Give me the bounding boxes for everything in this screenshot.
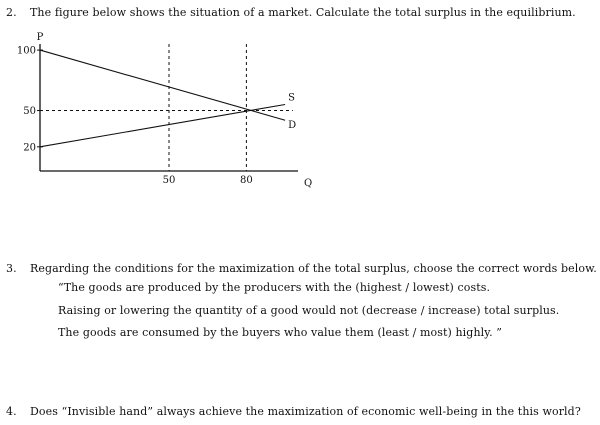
series-label-d: D <box>288 120 297 132</box>
question-text: Regarding the conditions for the maximization of the total surplus, choose the correct words below. <box>30 262 597 275</box>
x-axis-label: Q <box>304 178 313 188</box>
supply-demand-chart <box>0 28 340 188</box>
question-text: The figure below shows the situation of a market. Calculate the total surplus in the equilibrium. <box>30 6 576 19</box>
y-tick-label-100: 100 <box>16 45 36 57</box>
y-axis-label: P <box>36 32 44 43</box>
statement-line-1: “The goods are produced by the producers with the (highest / lowest) costs. <box>58 281 491 294</box>
chart-guides <box>40 44 293 171</box>
y-tick-label-50: 50 <box>23 106 36 118</box>
statement-line-3: The goods are consumed by the buyers who value them (least / most) highly. ” <box>58 326 503 339</box>
chart-labels <box>17 32 312 188</box>
series-label-s: S <box>288 92 295 104</box>
x-tick-label-50: 50 <box>162 175 176 186</box>
question-number: 2. <box>6 6 17 19</box>
chart-series <box>40 50 285 147</box>
question-number: 4. <box>6 405 17 418</box>
question-number: 3. <box>6 262 17 275</box>
chart-axes <box>37 44 298 171</box>
series-line-d <box>40 50 285 120</box>
statement-line-2: Raising or lowering the quantity of a good would not (decrease / increase) total surplus. <box>58 304 560 317</box>
y-tick-label-20: 20 <box>23 142 36 154</box>
question-text: Does “Invisible hand” always achieve the maximization of economic well-being in the this world? <box>30 405 581 418</box>
x-tick-label-80: 80 <box>240 175 253 186</box>
